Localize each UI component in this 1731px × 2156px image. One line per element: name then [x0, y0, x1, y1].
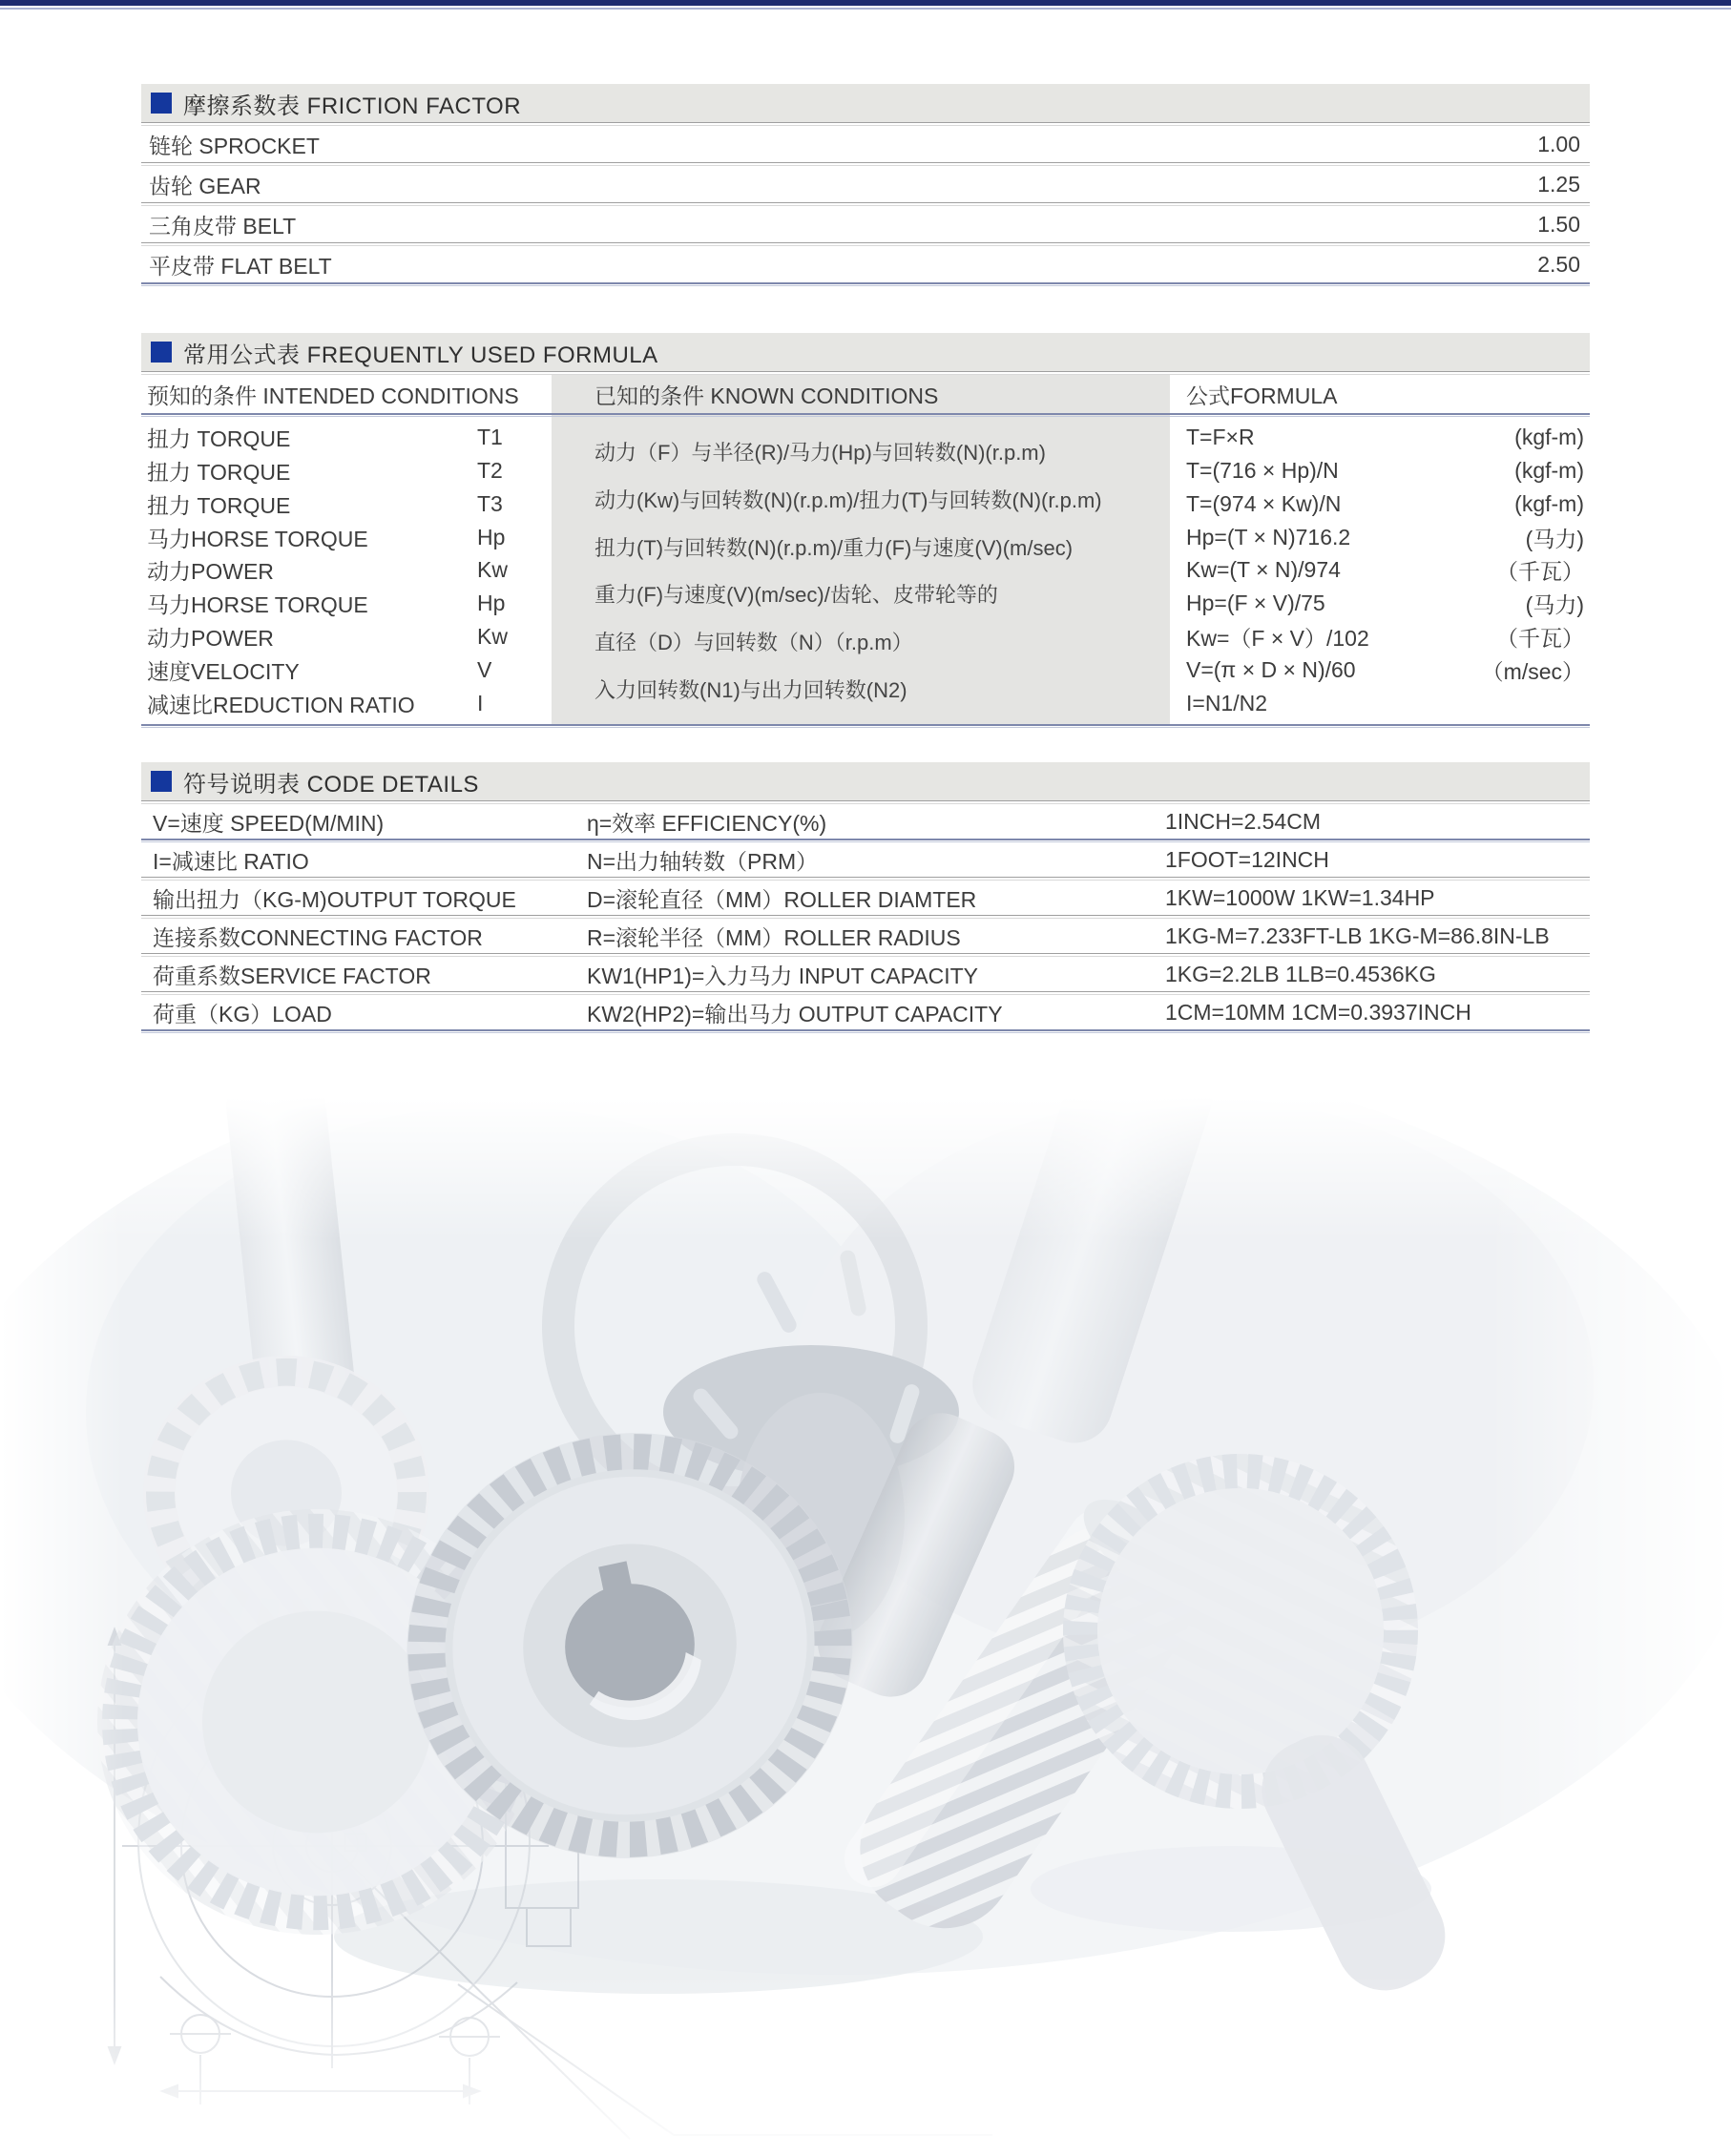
code-cell: 1KG-M=7.233FT-LB 1KG-M=86.8IN-LB: [1165, 923, 1550, 948]
condition-row: [141, 556, 552, 585]
known-condition: 扭力(T)与回转数(N)(r.p.m)/重力(F)与速度(V)(m/sec): [594, 535, 1074, 560]
condition-label: 扭力 TORQUE: [147, 492, 291, 518]
col-header-formula: 公式FORMULA: [1186, 383, 1338, 408]
formula-row: [1170, 456, 1590, 485]
condition-row: [141, 656, 552, 685]
table-bottom-rule: [141, 282, 1590, 286]
table-bottom-rule: [141, 1029, 1590, 1033]
condition-label: 减速比REDUCTION RATIO: [147, 692, 415, 717]
col-header-known-conditions: 已知的条件 KNOWN CONDITIONS: [594, 383, 939, 408]
condition-row: [141, 423, 552, 451]
formula-row: [1170, 489, 1590, 518]
code-cell: I=减速比 RATIO: [153, 848, 309, 874]
friction-row-value: 1.50: [1537, 211, 1580, 237]
section-bullet-icon: [151, 771, 172, 792]
known-condition: 直径（D）与回转数（N）（r.p.m）: [594, 630, 913, 654]
condition-label: 动力POWER: [147, 559, 274, 585]
formula-column: [1170, 417, 1590, 724]
code-row: [141, 957, 1590, 991]
code-cell: KW1(HP1)=入力马力 INPUT CAPACITY: [587, 963, 979, 988]
condition-symbol: Kw: [477, 557, 508, 583]
friction-row: [141, 206, 1590, 242]
formula-column-headers: [141, 375, 1590, 413]
formula-text: I=N1/N2: [1186, 690, 1268, 715]
condition-symbol: Kw: [477, 624, 508, 650]
intended-conditions-column: [141, 417, 552, 724]
code-cell: 荷重系数SERVICE FACTOR: [153, 963, 431, 988]
code-cell: 1KW=1000W 1KW=1.34HP: [1165, 884, 1435, 910]
code-cell: 连接系数CONNECTING FACTOR: [153, 924, 483, 950]
code-details-section: [141, 762, 1590, 1033]
formula-text: V=(π × D × N)/60: [1186, 657, 1356, 683]
code-cell: KW2(HP2)=输出马力 OUTPUT CAPACITY: [587, 1001, 1003, 1026]
known-conditions-column: [552, 417, 1170, 724]
code-cell: N=出力轴转数（PRM）: [587, 848, 819, 874]
formula-row: [1170, 656, 1590, 685]
formula-text: T=(974 × Kw)/N: [1186, 490, 1342, 516]
formula-unit: （千瓦）: [1496, 559, 1584, 585]
formula-row: [1170, 623, 1590, 652]
code-details-header: [141, 762, 1590, 800]
table-bottom-rule: [141, 724, 1590, 728]
formula-table-body: [141, 417, 1590, 724]
formula-grid: [141, 375, 1590, 724]
condition-symbol: T3: [477, 490, 503, 516]
code-cell: 1CM=10MM 1CM=0.3937INCH: [1165, 999, 1471, 1025]
condition-row: [141, 456, 552, 485]
section-bullet-icon: [151, 93, 172, 114]
code-cell: 荷重（KG）LOAD: [153, 1001, 332, 1026]
condition-row: [141, 623, 552, 652]
code-row: [141, 919, 1590, 953]
friction-row-label: 三角皮带 BELT: [149, 213, 297, 238]
known-condition: 入力回转数(N1)与出力回转数(N2): [594, 677, 907, 702]
condition-row: [141, 523, 552, 551]
formula-text: Kw=（F × V）/102: [1186, 626, 1369, 652]
formula-unit: （千瓦）: [1496, 626, 1584, 652]
condition-symbol: Hp: [477, 591, 506, 616]
formula-text: Hp=(F × V)/75: [1186, 591, 1325, 616]
formula-row: [1170, 590, 1590, 618]
section-bullet-icon: [151, 342, 172, 363]
formula-unit: （m/sec）: [1481, 659, 1584, 685]
col-header-intended-conditions: 预知的条件 INTENDED CONDITIONS: [147, 383, 519, 408]
condition-label: 马力HORSE TORQUE: [147, 592, 368, 618]
code-cell: 1FOOT=12INCH: [1165, 846, 1329, 872]
formula-unit: (kgf-m): [1514, 424, 1584, 449]
condition-label: 速度VELOCITY: [147, 659, 300, 685]
formula-text: Kw=(T × N)/974: [1186, 557, 1341, 583]
friction-factor-section: [141, 84, 1590, 286]
gears-photo: [0, 1097, 1731, 2156]
formula-text: T=(716 × Hp)/N: [1186, 457, 1339, 483]
gears-photo-svg: [0, 1097, 1731, 2156]
code-cell: η=效率 EFFICIENCY(%): [587, 810, 827, 836]
friction-factor-header: [141, 84, 1590, 122]
code-row: [141, 995, 1590, 1029]
condition-symbol: Hp: [477, 524, 506, 549]
code-row: [141, 804, 1590, 839]
condition-symbol: T1: [477, 424, 503, 449]
friction-row-label: 平皮带 FLAT BELT: [149, 253, 332, 279]
formula-unit: (马力): [1525, 526, 1584, 551]
formula-title: 常用公式表 FREQUENTLY USED FORMULA: [183, 342, 658, 368]
code-cell: 输出扭力（KG-M)OUTPUT TORQUE: [153, 886, 516, 912]
code-details-title: 符号说明表 CODE DETAILS: [183, 771, 479, 798]
code-row: [141, 842, 1590, 877]
code-cell: V=速度 SPEED(M/MIN): [153, 810, 385, 836]
known-condition: 动力(Kw)与回转数(N)(r.p.m)/扭力(T)与回转数(N)(r.p.m): [594, 487, 1102, 512]
friction-row-value: 2.50: [1537, 251, 1580, 277]
formula-row: [1170, 556, 1590, 585]
formula-unit: (马力): [1525, 592, 1584, 618]
code-cell: R=滚轮半径（MM）ROLLER RADIUS: [587, 924, 961, 950]
condition-row: [141, 489, 552, 518]
known-condition: 动力（F）与半径(R)/马力(Hp)与回转数(N)(r.p.m): [594, 441, 1046, 466]
formula-text: T=F×R: [1186, 424, 1255, 449]
friction-row-label: 链轮 SPROCKET: [149, 133, 320, 158]
formula-section: [141, 333, 1590, 728]
condition-symbol: V: [477, 657, 492, 683]
friction-row-value: 1.25: [1537, 171, 1580, 197]
friction-factor-title: 摩擦系数表 FRICTION FACTOR: [183, 93, 522, 119]
code-cell: 1KG=2.2LB 1LB=0.4536KG: [1165, 961, 1436, 986]
code-cell: D=滚轮直径（MM）ROLLER DIAMTER: [587, 886, 977, 912]
condition-row: [141, 689, 552, 717]
formula-header: [141, 333, 1590, 371]
code-cell: 1INCH=2.54CM: [1165, 808, 1321, 834]
condition-label: 扭力 TORQUE: [147, 459, 291, 485]
condition-row: [141, 590, 552, 618]
condition-symbol: I: [477, 690, 484, 715]
known-condition: 重力(F)与速度(V)(m/sec)/齿轮、皮带轮等的: [594, 583, 998, 608]
formula-row: [1170, 423, 1590, 451]
formula-text: Hp=(T × N)716.2: [1186, 524, 1351, 549]
friction-row-label: 齿轮 GEAR: [149, 173, 261, 198]
condition-label: 扭力 TORQUE: [147, 425, 291, 451]
formula-row: [1170, 523, 1590, 551]
friction-row: [141, 166, 1590, 202]
formula-row: [1170, 689, 1590, 717]
condition-label: 动力POWER: [147, 626, 274, 652]
friction-row: [141, 126, 1590, 162]
page-content: [141, 0, 1590, 1033]
condition-symbol: T2: [477, 457, 503, 483]
condition-label: 马力HORSE TORQUE: [147, 526, 368, 551]
code-row: [141, 881, 1590, 915]
friction-row: [141, 246, 1590, 282]
friction-row-value: 1.00: [1537, 131, 1580, 156]
formula-unit: (kgf-m): [1514, 457, 1584, 483]
formula-unit: (kgf-m): [1514, 490, 1584, 516]
